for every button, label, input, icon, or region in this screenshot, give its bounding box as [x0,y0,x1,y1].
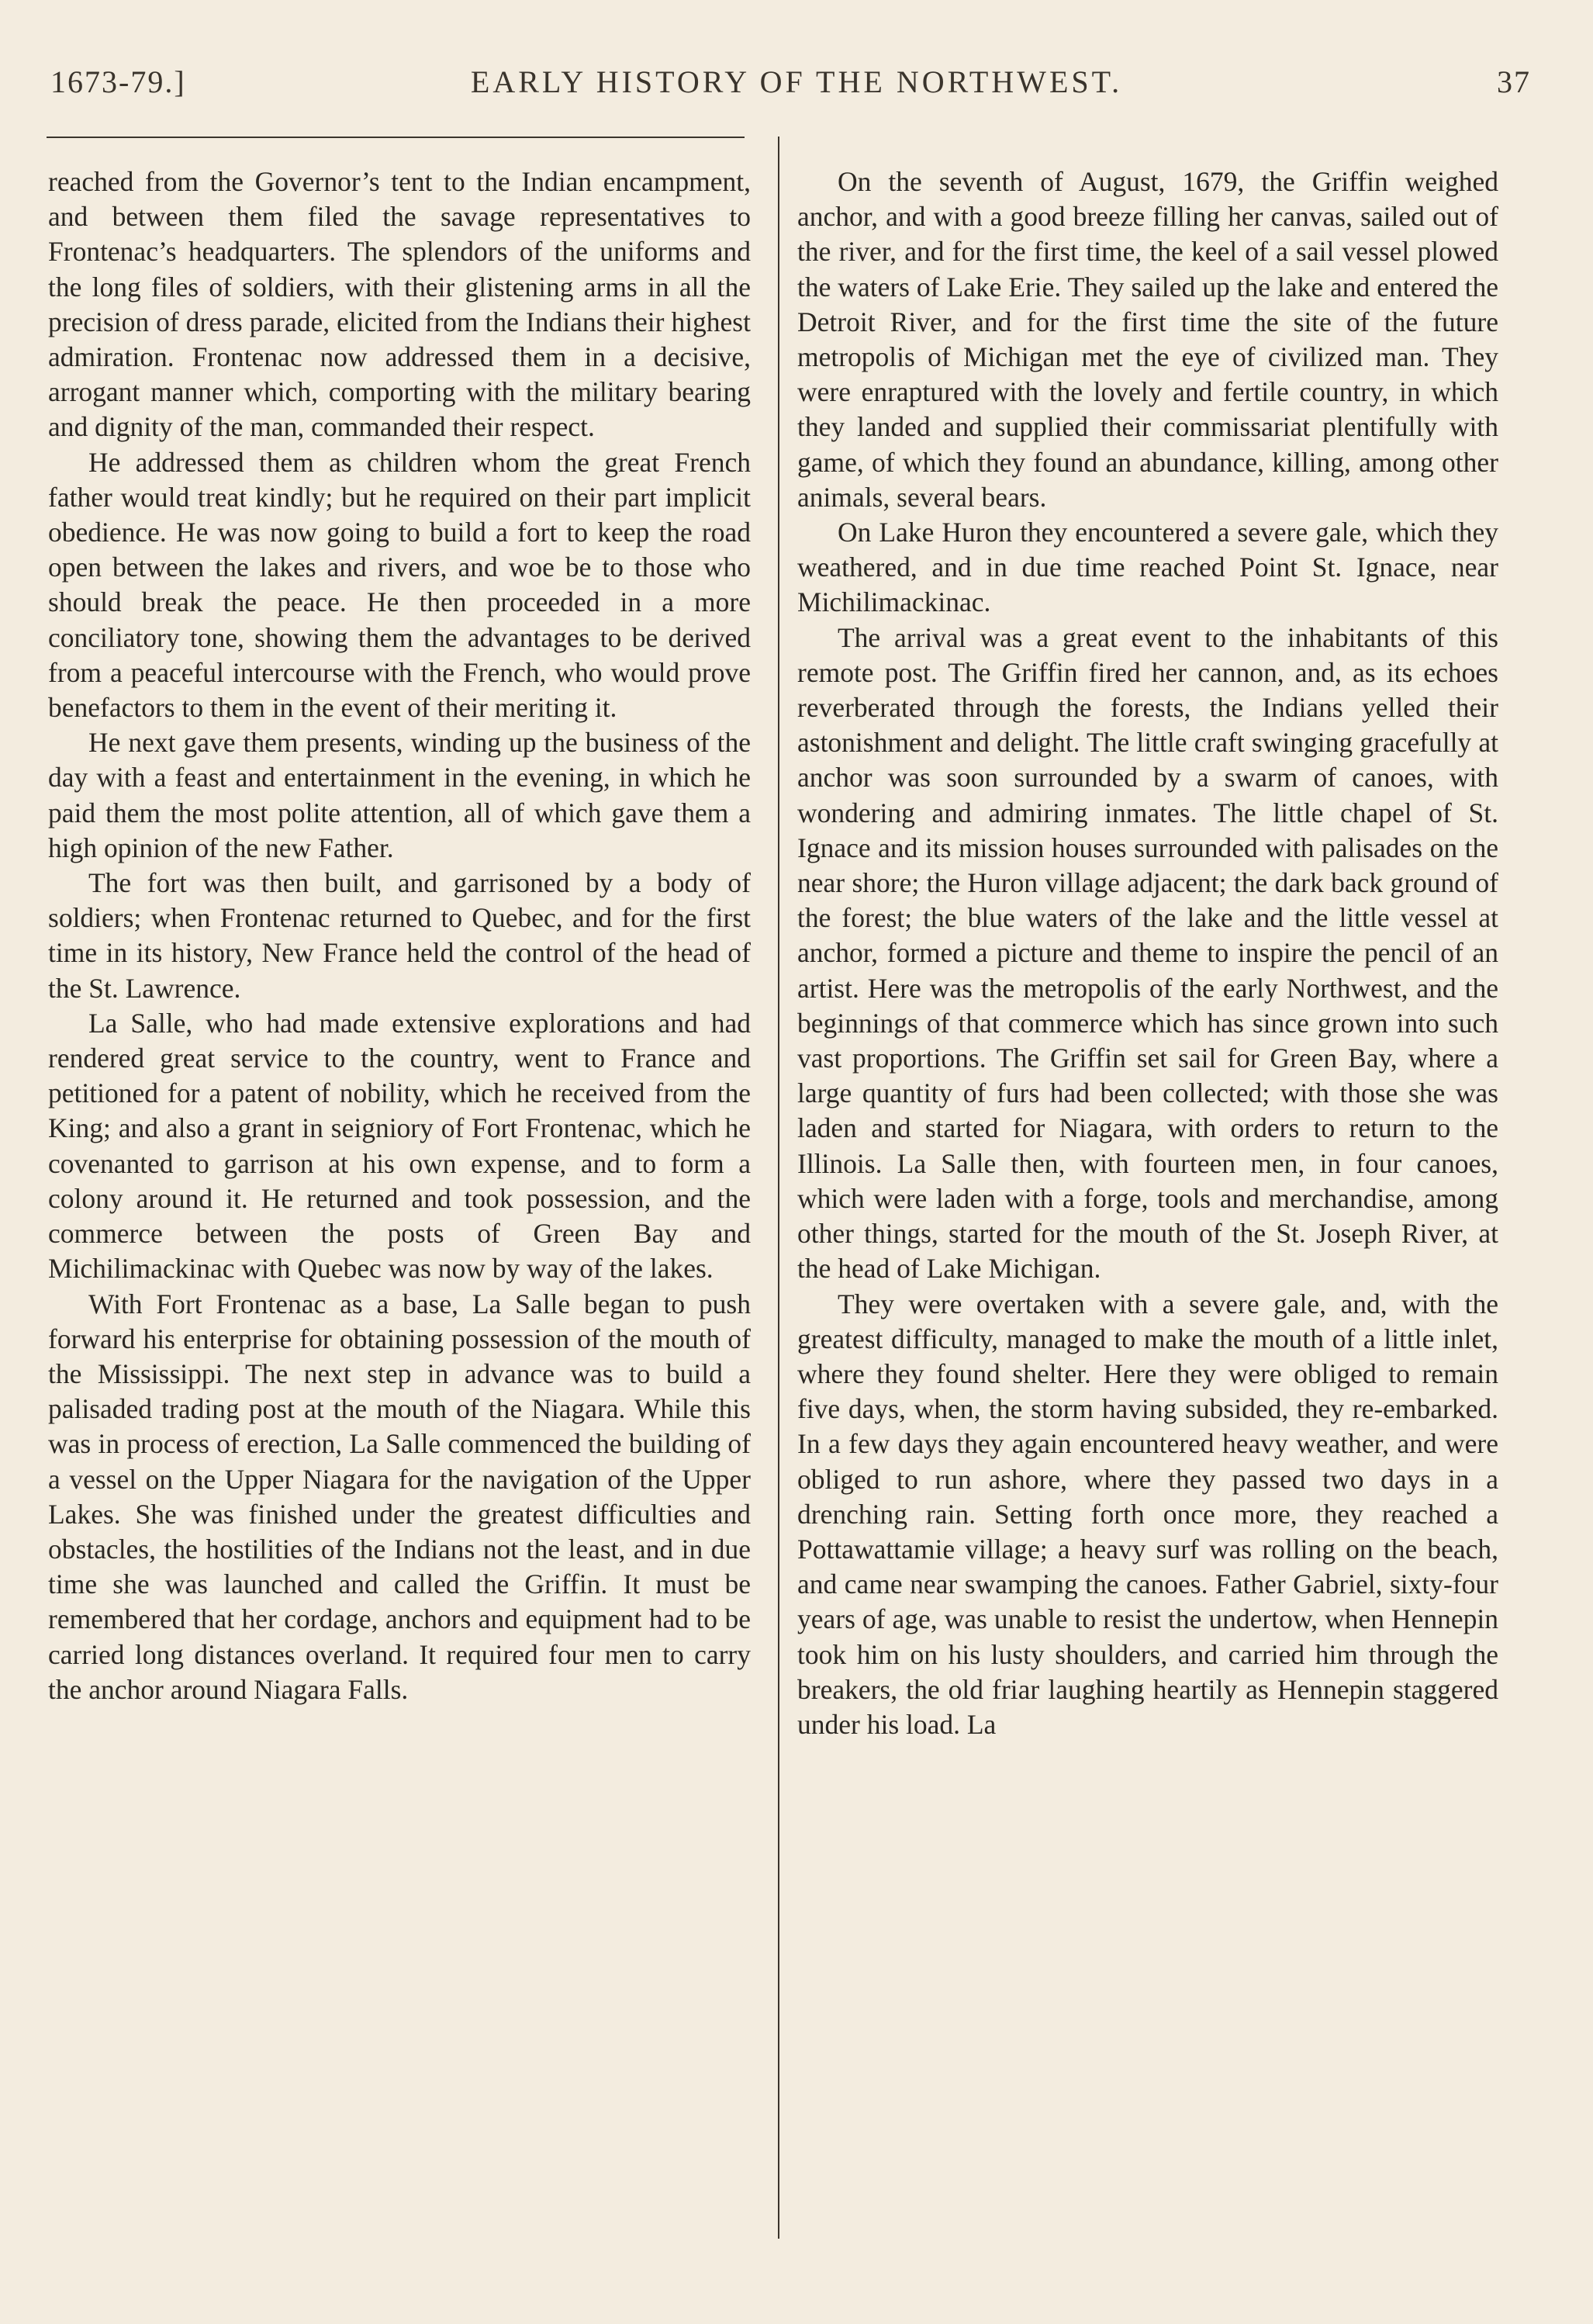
header-title: EARLY HISTORY OF THE NORTHWEST. [470,64,1123,99]
header-rule [47,137,745,138]
paragraph: They were overtaken with a severe gale, and, with the greatest difficulty, managed to make the mouth of a little inlet, where they found shelter. Here they were obliged to remain five days, when, the storm having subsided, they re-embarked. In a few days they again encountered heavy weather, and were obliged to run ashore, where they passed two days in a drenching rain. Setting forth once more, they reached a Pottawattamie village; a heavy surf was rolling on the beach, and came near swamping the canoes. Father Gabriel, sixty-four years of age, was unable to resist the undertow, when Hennepin took him on his lusty shoulders, and carried him through the breakers, the old friar laughing heartily as Hennepin staggered under his load. La [797,1288,1498,1740]
paragraph: reached from the Governor’s tent to the Indian encampment, and between them filed the savage representatives to Frontenac’s headquarters. The splendors of the uniforms and the long files of soldiers, with their glistening arms in all the precision of dress parade, elicited from the Indians their highest admiration. Frontenac now addressed them in a decisive, arrogant manner which, comporting with the military bearing and dignity of the man, commanded their respect. [48,166,751,443]
paragraph: On Lake Huron they encountered a severe gale, which they weathered, and in due time reached Point St. Ignace, near Michilimackinac. [797,517,1498,618]
paragraph: The arrival was a great event to the inhabitants of this remote post. The Griffin fired her cannon, and, as its echoes reverberated through the forests, the Indians yelled their astonishment and delight. The little craft swinging gracefully at anchor was soon surrounded by a swarm of canoes, with wondering and admiring inmates. The little chapel of St. Ignace and its mission houses surrounded with palisades on the near shore; the Huron village adjacent; the dark back ground of the forest; the blue waters of the lake and the little vessel at anchor, formed a picture and theme to inspire the pencil of an artist. Here was the metropolis of the early Northwest, and the beginnings of that commerce which has since grown into such vast proportions. The Griffin set sail for Green Bay, where a large quantity of furs had been collected; with those she was laden and started for Niagara, with orders to return to the Illinois. La Salle then, with fourteen men, in four canoes, which were laden with a forge, tools and merchandise, among other things, started for the mouth of the St. Joseph River, at the head of Lake Michigan. [797,621,1498,1285]
paragraph: On the seventh of August, 1679, the Griffin weighed anchor, and with a good breeze filling her canvas, sailed out of the river, and for the first time, the keel of a sail vessel plowed the waters of Lake Erie. They sailed up the lake and entered the Detroit River, and for the first time the site of the future metropolis of Michigan met the eye of civilized man. They were enraptured with the lovely and fertile country, in which they landed and supplied their commissariat plentifully with game, of which they found an abundance, killing, among other animals, several bears. [797,166,1498,513]
page-number: 37 [1497,64,1531,99]
right-column [797,164,1498,1742]
paragraph: La Salle, who had made extensive explorations and had rendered great service to the country, went to France and petitioned for a patent of nobility, which he received from the King; and also a grant in seigniory of Fort Frontenac, which he covenanted to garrison at his own expense, and to form a colony around it. He returned and took possession, and the commerce between the posts of Green Bay and Michilimackinac with Quebec was now by way of the lakes. [48,1007,751,1285]
running-header [43,64,1550,110]
column-divider [778,137,779,2239]
header-years: 1673-79.] [50,64,186,99]
left-column [48,164,751,1707]
paragraph: He next gave them presents, winding up the business of the day with a feast and entertainment in the evening, in which he paid them the most polite attention, all of which gave them a high opinion of the new Father. [48,727,751,863]
paragraph: He addressed them as children whom the great French father would treat kindly; but he required on their part implicit obedience. He was now going to build a fort to keep the road open between the lakes and rivers, and woe be to those who should break the peace. He then proceeded in a more conciliatory tone, showing them the advantages to be derived from a peaceful intercourse with the French, who would prove benefactors to them in the event of their meriting it. [48,446,751,724]
paragraph: The fort was then built, and garrisoned by a body of soldiers; when Frontenac returned to Quebec, and for the first time in its history, New France held the control of the head of the St. Lawrence. [48,867,751,1004]
paragraph: With Fort Frontenac as a base, La Salle began to push forward his enterprise for obtaining possession of the mouth of the Mississippi. The next step in advance was to build a palisaded trading post at the mouth of the Niagara. While this was in process of erection, La Salle commenced the building of a vessel on the Upper Niagara for the navigation of the Upper Lakes. She was finished under the greatest difficulties and obstacles, the hostilities of the Indians not the least, and in due time she was launched and called the Griffin. It must be remembered that her cordage, anchors and equipment had to be carried long distances overland. It required four men to carry the anchor around Niagara Falls. [48,1288,751,1705]
